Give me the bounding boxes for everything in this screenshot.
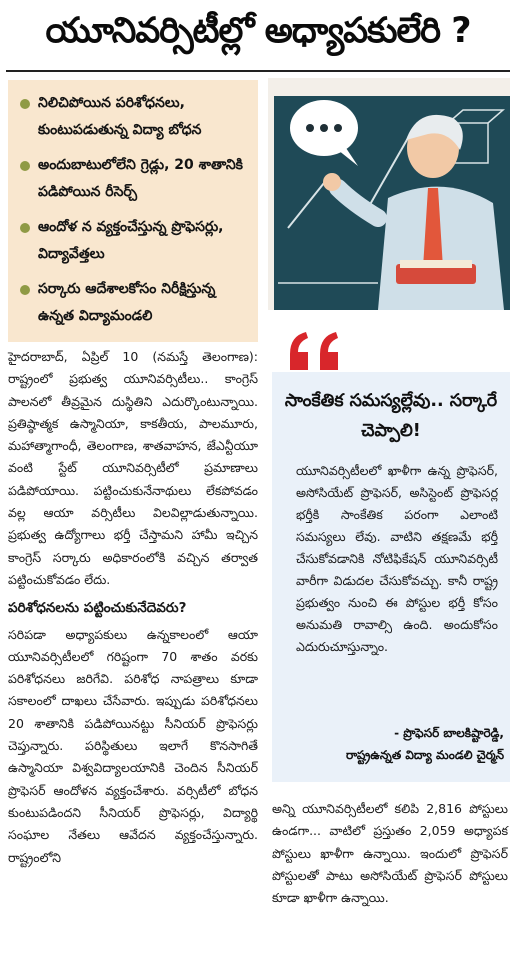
headline: యూనివర్సిటీల్లో అధ్యాపకులేరి ? — [45, 11, 471, 51]
highlights-list — [8, 80, 258, 330]
bullet-dot-icon — [20, 285, 30, 295]
quote-signature — [286, 722, 504, 766]
article-left-column — [8, 346, 258, 869]
professor-illustration — [268, 78, 510, 310]
quote-signature-name: - ప్రొఫెసర్ బాలకిష్టారెడ్డి, — [394, 726, 504, 740]
highlight-item — [18, 90, 252, 144]
highlights-box — [8, 80, 258, 342]
highlight-text: సర్కారు ఆదేశాలకోసం నిరీక్షిస్తున్న ఉన్నత విద్యామండలి — [38, 281, 216, 324]
article-continuation: అన్ని యూనివర్సిటీలలో కలిపి 2,816 పోస్టులు ఉండగా... వాటిలో ప్రస్తుతం 2,059 అధ్యాపక పోస్టులు ఖాళీగా ఉన్నాయి. ఇందులో ప్రొఫెసర్ పోస్టులతో పాటు అసోసియేట్ ప్రొఫెసర్ పోస్టులు కూడా ఖాళీగా ఉన్నాయి. — [272, 801, 508, 906]
headline-rule — [6, 70, 510, 72]
article-right-column — [272, 798, 508, 909]
highlight-text: అందుబాటులోలేని గ్రెడ్లు, 20 శాతానికి పడిపోయిన రీసెర్చ్ — [38, 157, 243, 200]
quote-marks-icon — [286, 330, 366, 374]
bullet-dot-icon — [20, 223, 30, 233]
highlight-item — [18, 214, 252, 268]
quote-body: యూనివర్సిటీలలో ఖాళీగా ఉన్న ప్రొఫెసర్, అసోసియేట్ ప్రొఫెసర్, అసిస్టెంట్ ప్రొఫెసర్ల భర్తీకి సాంకేతిక పరంగా ఎలాంటి సమస్యలు లేవు. వాటిని తక్షణమే భర్తీ చేసుకోవడానికి నోటిఫికేషన్ యూనివర్సిటీ వారీగా విడుదల చేసుకోవచ్చు. కానీ రాష్ట్ర ప్రభుత్వం నుంచి ఈ పోస్టుల భర్తీ కోసం అనుమతి రావాల్సి ఉంది. అందుకోసం ఎదురుచూస్తున్నాం. — [296, 463, 498, 654]
quote-box — [272, 372, 510, 782]
highlight-text: ఆందోళ న వ్యక్తంచేస్తున్న ప్రొఫెసర్లు, విద్యావేత్తలు — [38, 219, 224, 262]
bullet-dot-icon — [20, 99, 30, 109]
highlight-text: నిలిచిపోయిన పరిశోధనలు, కుంటుపడుతున్న విద్యా బోధన — [38, 95, 202, 138]
bullet-dot-icon — [20, 161, 30, 171]
article-subheading: పరిశోధనలను పట్టించుకునేదెవరు? — [8, 600, 187, 617]
quote-signature-role: రాష్ట్రఉన్నత విద్యా మండలి చైర్మన్ — [345, 748, 504, 762]
article-intro: హైదరాబాద్, ఏప్రిల్ 10 (నమస్తే తెలంగాణ): రాష్ట్రంలో ప్రభుత్వ యూనివర్సిటీలు.. కాంగ్రెస్ పాలనలో తీవ్రమైన దుస్థితిని ఎదుర్కొంటున్నాయి. ప్రతిష్ఠాత్మక ఉస్మానియా, కాకతీయ, పాలమూరు, మహాత్మాగాంధీ, తెలంగాణ, శాతవాహన, జేఎన్టీయూ వంటి స్టేట్ యూనివర్సిటీలో ప్రమాణాలు పడిపోయాయి. పట్టించుకునేనాథులు లేకపోవడం వల్ల ఆయా వర్సిటీలు విలవిల్లాడుతున్నాయి. ప్రభుత్వ ఉద్యోగాలు భర్తీ చేస్తామని హామీ ఇచ్చిన కాంగ్రెస్ సర్కారు అధికారంలోకి వచ్చిన తర్వాత పట్టించుకోవడం లేదు. — [8, 349, 258, 587]
quote-title: సాంకేతిక సమస్యల్లేవు.. సర్కారే చెప్పాలి! — [284, 391, 498, 441]
article-body: సరిపడా అధ్యాపకులు ఉన్నకాలంలో ఆయా యూనివర్సిటీలలో గరిష్టంగా 70 శాతం వరకు పరిశోధనలు జరిగేవి. పరిశోధ నాపత్రాలు కూడా సకాలంలో దాఖలు చేసేవారు. ఇప్పుడు పరిశోధనలు 20 శాతానికి పడిపోయినట్టు సీనియర్ ప్రొఫెసర్లు చెప్తున్నారు. పరిస్థితులు ఇలాగే కొనసాగితే ఉస్మానియా విశ్వవిద్యాలయానికి చెందిన సీనియర్ ప్రొఫెసర్ ఆందోళన వ్యక్తంచేశారు. వర్సిటీలో బోధన కుంటుపడిందని సీనియర్ ప్రొఫెసర్లు, విద్యార్థి సంఘాల నేతలు ఆవేదన వ్యక్తంచేస్తున్నారు. రాష్ట్రంలోని — [8, 626, 258, 865]
highlight-item — [18, 276, 252, 330]
highlight-item — [18, 152, 252, 206]
